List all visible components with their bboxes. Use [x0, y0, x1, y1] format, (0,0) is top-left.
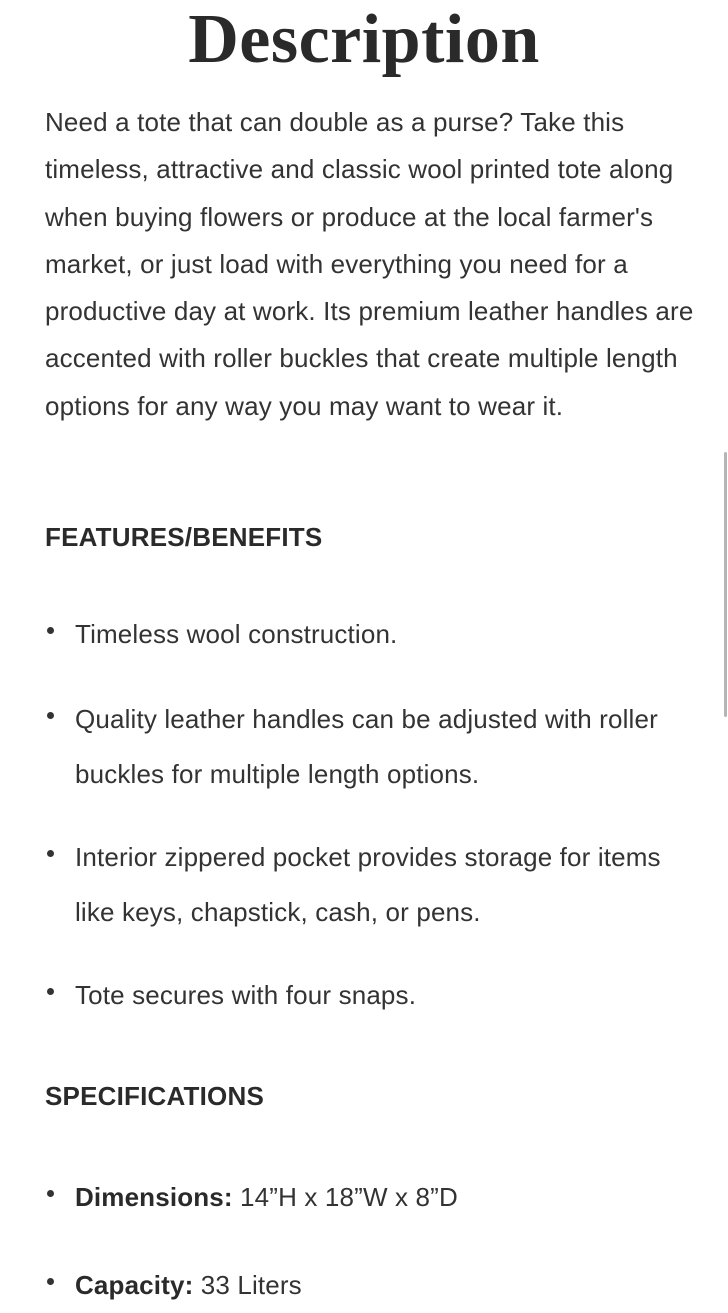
feature-text: Quality leather handles can be adjusted with roller buckles for multiple length options. [75, 704, 658, 789]
spec-label: Capacity: [75, 1270, 194, 1300]
spec-text [75, 1170, 695, 1225]
scrollbar-thumb[interactable] [724, 452, 727, 717]
description-paragraph: Need a tote that can double as a purse? Take this timeless, attractive and classic wool printed tote along when buying flowers or produce at the local farmer's market, or just load with everything you need for a productive day at work. Its premium leather handles are accented with roller buckles that create multiple length options for any way you may want to wear it. [45, 107, 694, 421]
feature-text: Tote secures with four snaps. [75, 980, 417, 1010]
specifications-heading: SPECIFICATIONS [45, 1081, 265, 1111]
bullet-icon [47, 1278, 54, 1285]
features-heading: FEATURES/BENEFITS [45, 522, 323, 552]
bullet-icon [47, 627, 54, 634]
bullet-icon [47, 1190, 54, 1197]
spec-value: 33 Liters [193, 1270, 302, 1300]
spec-label: Dimensions: [75, 1182, 233, 1212]
page-title: Description [188, 1, 540, 78]
feature-text: Interior zippered pocket provides storage for items like keys, chapstick, cash, or pens. [75, 842, 661, 927]
feature-text: Timeless wool construction. [75, 619, 398, 649]
bullet-icon [47, 712, 54, 719]
bullet-icon [47, 988, 54, 995]
bullet-icon [47, 850, 54, 857]
spec-text [75, 1258, 695, 1313]
spec-value: 14”H x 18”W x 8”D [232, 1182, 458, 1212]
